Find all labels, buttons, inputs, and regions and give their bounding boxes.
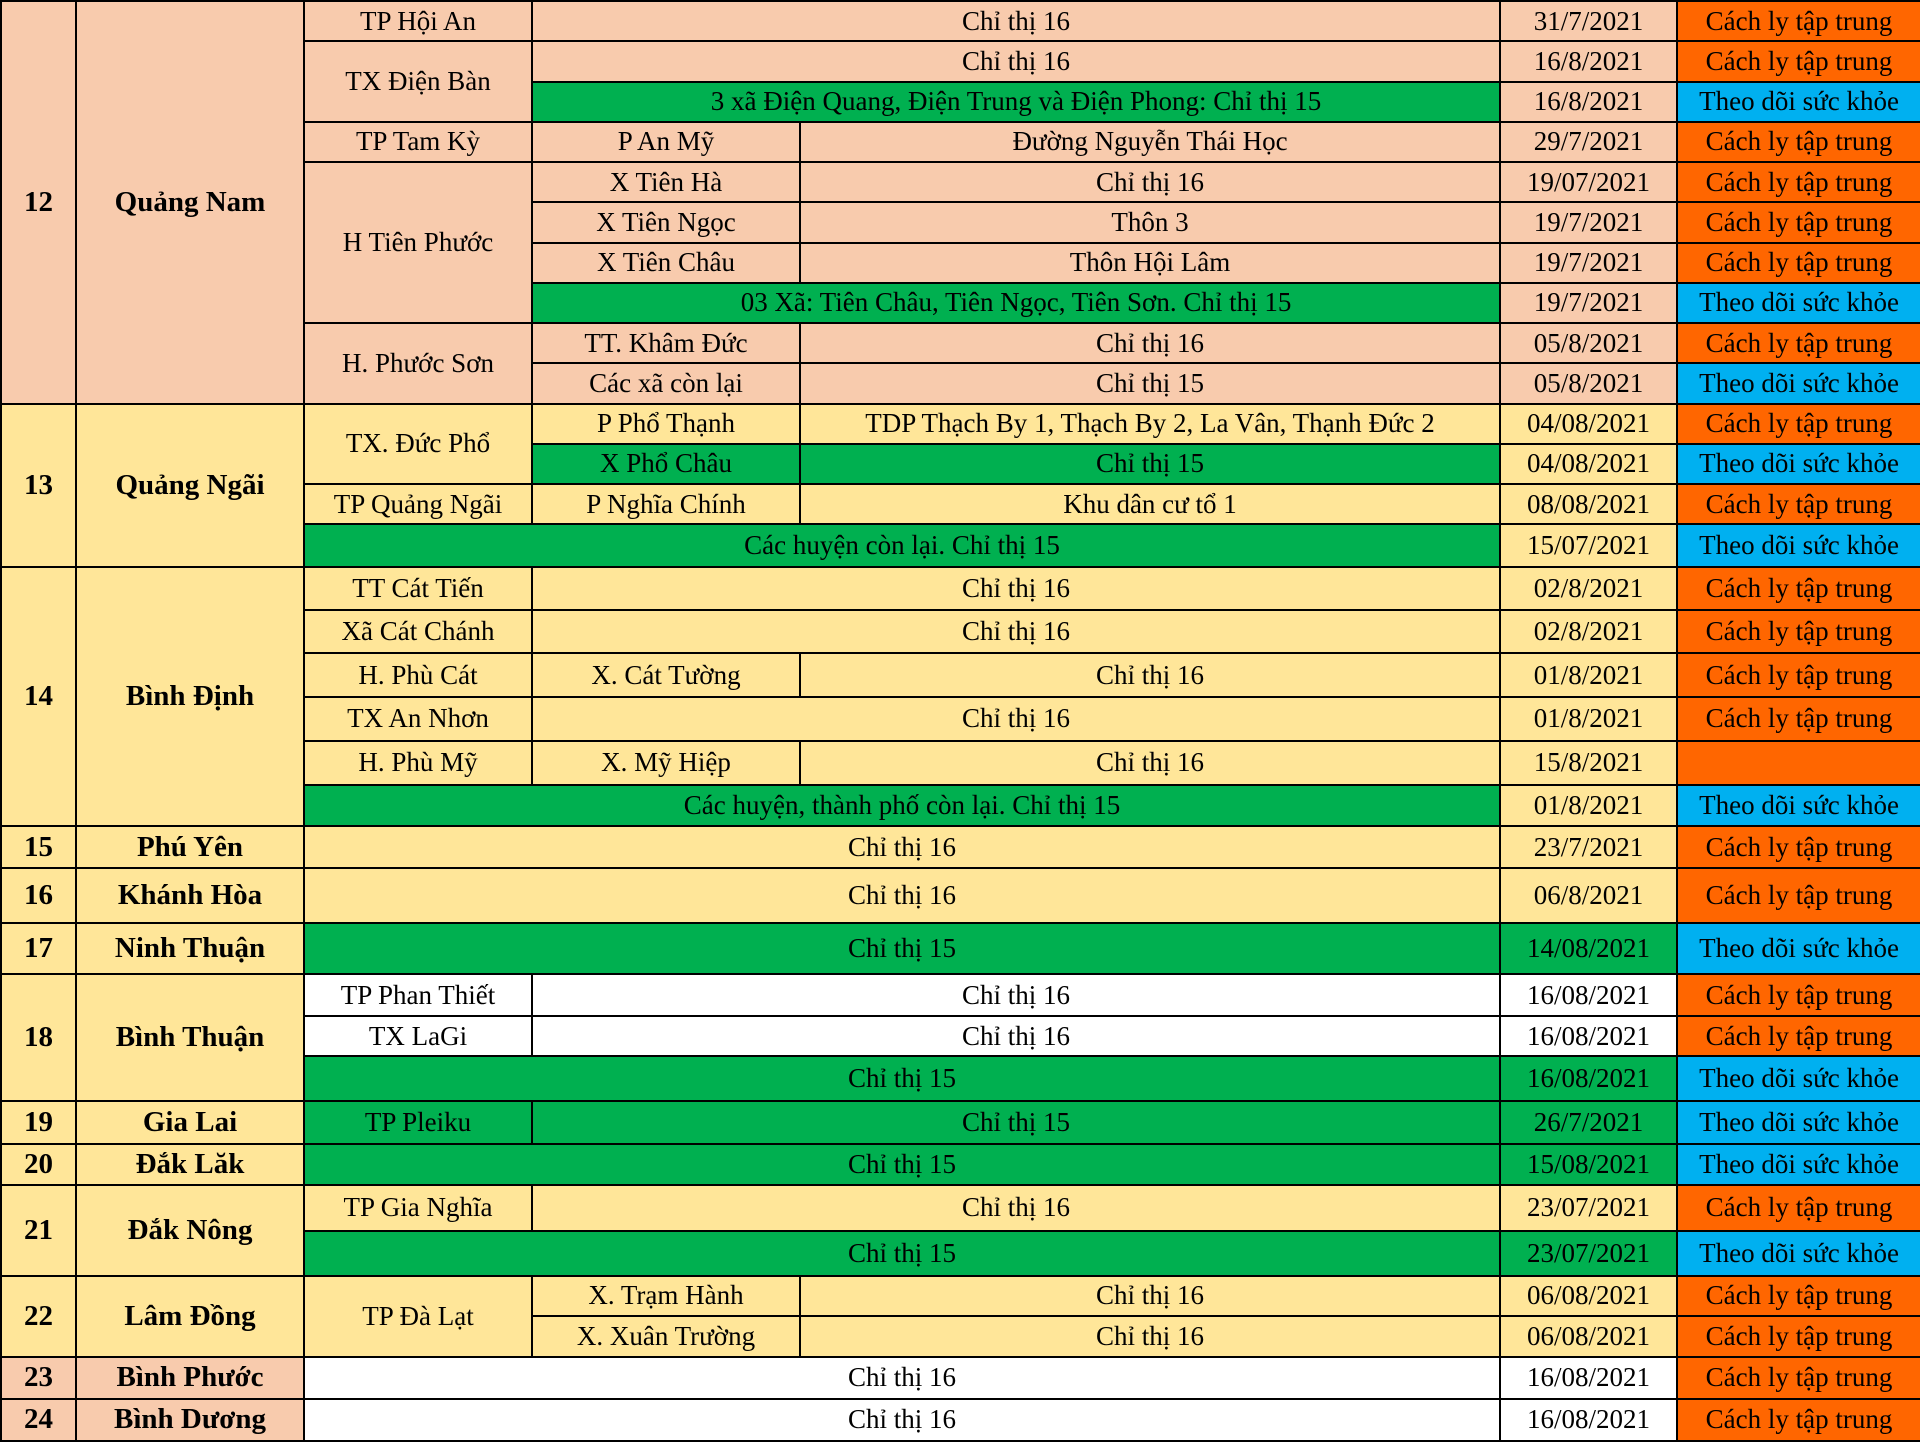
date-cell: 05/8/2021 — [1500, 363, 1677, 403]
table-cell: P Phổ Thạnh — [532, 404, 800, 444]
table-row — [1, 404, 1920, 444]
date-cell: 23/07/2021 — [1500, 1231, 1677, 1276]
table-cell: Chỉ thị 16 — [304, 1399, 1500, 1441]
table-cell: TDP Thạch By 1, Thạch By 2, La Vân, Thạnh Đức 2 — [800, 404, 1500, 444]
date-cell: 16/08/2021 — [1500, 1016, 1677, 1056]
table-cell: H. Phước Sơn — [304, 323, 532, 404]
table-cell: Xã Cát Chánh — [304, 610, 532, 653]
table-cell: TX An Nhơn — [304, 697, 532, 740]
measure-cell: Theo dõi sức khỏe — [1677, 82, 1920, 122]
table-cell: H. Phù Cát — [304, 653, 532, 697]
row-number-cell: 13 — [1, 404, 76, 567]
date-cell: 01/8/2021 — [1500, 653, 1677, 697]
date-cell: 16/8/2021 — [1500, 41, 1677, 81]
table-cell: Các xã còn lại — [532, 363, 800, 403]
measure-cell: Theo dõi sức khỏe — [1677, 1056, 1920, 1100]
date-cell: 02/8/2021 — [1500, 610, 1677, 653]
table-cell: Chỉ thị 15 — [800, 363, 1500, 403]
table-row — [1, 567, 1920, 610]
measure-cell: Theo dõi sức khỏe — [1677, 524, 1920, 566]
date-cell: 16/08/2021 — [1500, 1399, 1677, 1441]
row-number-cell: 12 — [1, 1, 76, 404]
table-cell: Các huyện, thành phố còn lại. Chỉ thị 15 — [304, 785, 1500, 826]
table-cell: X. Mỹ Hiệp — [532, 741, 800, 785]
table-cell: Đường Nguyễn Thái Học — [800, 122, 1500, 162]
date-cell: 15/07/2021 — [1500, 524, 1677, 566]
date-cell: 23/07/2021 — [1500, 1185, 1677, 1230]
province-cell: Gia Lai — [76, 1101, 304, 1144]
province-cell: Phú Yên — [76, 826, 304, 868]
province-cell: Quảng Ngãi — [76, 404, 304, 567]
measure-cell: Cách ly tập trung — [1677, 653, 1920, 697]
date-cell: 01/8/2021 — [1500, 697, 1677, 740]
table-cell: Chỉ thị 16 — [532, 41, 1500, 81]
measure-cell: Cách ly tập trung — [1677, 484, 1920, 524]
table-body — [1, 1, 1920, 1441]
table-cell: Thôn 3 — [800, 202, 1500, 242]
table-cell: Chỉ thị 16 — [532, 1185, 1500, 1230]
table-cell: Chỉ thị 16 — [800, 653, 1500, 697]
measure-cell: Cách ly tập trung — [1677, 567, 1920, 610]
table-cell: TP Pleiku — [304, 1101, 532, 1144]
table-cell: P Nghĩa Chính — [532, 484, 800, 524]
table-cell: Chỉ thị 16 — [532, 610, 1500, 653]
measure-cell: Cách ly tập trung — [1677, 162, 1920, 202]
date-cell: 16/8/2021 — [1500, 82, 1677, 122]
measure-cell — [1677, 741, 1920, 785]
table-row — [1, 923, 1920, 974]
date-cell: 08/08/2021 — [1500, 484, 1677, 524]
table-cell: X Tiên Ngọc — [532, 202, 800, 242]
table-cell: TP Tam Kỳ — [304, 122, 532, 162]
measure-cell: Theo dõi sức khỏe — [1677, 1101, 1920, 1144]
table-cell: H Tiên Phước — [304, 162, 532, 323]
table-row — [1, 868, 1920, 922]
date-cell: 23/7/2021 — [1500, 826, 1677, 868]
table-row — [1, 1185, 1920, 1230]
measure-cell: Cách ly tập trung — [1677, 1185, 1920, 1230]
measure-cell: Cách ly tập trung — [1677, 697, 1920, 740]
date-cell: 31/7/2021 — [1500, 1, 1677, 41]
table-cell: TX Điện Bàn — [304, 41, 532, 122]
table-cell: X Phổ Châu — [532, 444, 800, 484]
table-row — [1, 1144, 1920, 1185]
province-cell: Bình Định — [76, 567, 304, 827]
row-number-cell: 14 — [1, 567, 76, 827]
table-cell: Chỉ thị 16 — [532, 697, 1500, 740]
row-number-cell: 24 — [1, 1399, 76, 1441]
date-cell: 02/8/2021 — [1500, 567, 1677, 610]
row-number-cell: 23 — [1, 1357, 76, 1398]
date-cell: 15/8/2021 — [1500, 741, 1677, 785]
date-cell: 05/8/2021 — [1500, 323, 1677, 363]
table-row — [1, 1101, 1920, 1144]
measure-cell: Theo dõi sức khỏe — [1677, 283, 1920, 323]
row-number-cell: 19 — [1, 1101, 76, 1144]
date-cell: 19/7/2021 — [1500, 243, 1677, 283]
table-cell: TP Phan Thiết — [304, 974, 532, 1016]
table-cell: TX LaGi — [304, 1016, 532, 1056]
province-cell: Lâm Đồng — [76, 1276, 304, 1358]
table-cell: Chỉ thị 16 — [800, 162, 1500, 202]
measure-cell: Cách ly tập trung — [1677, 1, 1920, 41]
table-cell: TP Đà Lạt — [304, 1276, 532, 1358]
table-cell: TP Quảng Ngãi — [304, 484, 532, 524]
table-cell: Các huyện còn lại. Chỉ thị 15 — [304, 524, 1500, 566]
table-row — [1, 974, 1920, 1016]
measure-cell: Theo dõi sức khỏe — [1677, 785, 1920, 826]
date-cell: 14/08/2021 — [1500, 923, 1677, 974]
row-number-cell: 16 — [1, 868, 76, 922]
table-cell: Chỉ thị 16 — [800, 1316, 1500, 1357]
measure-cell: Cách ly tập trung — [1677, 404, 1920, 444]
row-number-cell: 18 — [1, 974, 76, 1101]
date-cell: 15/08/2021 — [1500, 1144, 1677, 1185]
table-row — [1, 1357, 1920, 1398]
table-cell: 03 Xã: Tiên Châu, Tiên Ngọc, Tiên Sơn. Chỉ thị 15 — [532, 283, 1500, 323]
measure-cell: Theo dõi sức khỏe — [1677, 1231, 1920, 1276]
measure-cell: Theo dõi sức khỏe — [1677, 363, 1920, 403]
province-cell: Khánh Hòa — [76, 868, 304, 922]
measure-cell: Cách ly tập trung — [1677, 1399, 1920, 1441]
table-cell: Chỉ thị 16 — [304, 826, 1500, 868]
table-cell: P An Mỹ — [532, 122, 800, 162]
table-row — [1, 1399, 1920, 1441]
measure-cell: Cách ly tập trung — [1677, 974, 1920, 1016]
table-cell: TP Gia Nghĩa — [304, 1185, 532, 1230]
row-number-cell: 21 — [1, 1185, 76, 1276]
table-cell: Khu dân cư tổ 1 — [800, 484, 1500, 524]
table-cell: Chỉ thị 15 — [304, 923, 1500, 974]
measure-cell: Theo dõi sức khỏe — [1677, 923, 1920, 974]
date-cell: 01/8/2021 — [1500, 785, 1677, 826]
measure-cell: Cách ly tập trung — [1677, 868, 1920, 922]
measure-cell: Theo dõi sức khỏe — [1677, 444, 1920, 484]
table-cell: TX. Đức Phổ — [304, 404, 532, 485]
date-cell: 16/08/2021 — [1500, 1357, 1677, 1398]
date-cell: 26/7/2021 — [1500, 1101, 1677, 1144]
row-number-cell: 20 — [1, 1144, 76, 1185]
measure-cell: Theo dõi sức khỏe — [1677, 1144, 1920, 1185]
table-cell: Chỉ thị 15 — [800, 444, 1500, 484]
table-cell: Chỉ thị 16 — [800, 741, 1500, 785]
row-number-cell: 22 — [1, 1276, 76, 1358]
table-cell: X. Cát Tường — [532, 653, 800, 697]
table-cell: Chỉ thị 16 — [304, 1357, 1500, 1398]
table-cell: Chỉ thị 15 — [304, 1231, 1500, 1276]
date-cell: 06/08/2021 — [1500, 1276, 1677, 1316]
table-cell: TT Cát Tiến — [304, 567, 532, 610]
date-cell: 04/08/2021 — [1500, 404, 1677, 444]
row-number-cell: 17 — [1, 923, 76, 974]
table-cell: X. Xuân Trường — [532, 1316, 800, 1357]
row-number-cell: 15 — [1, 826, 76, 868]
table-cell: Chỉ thị 15 — [304, 1056, 1500, 1100]
table-cell: Chỉ thị 16 — [532, 567, 1500, 610]
measure-cell: Cách ly tập trung — [1677, 1357, 1920, 1398]
measure-cell: Cách ly tập trung — [1677, 610, 1920, 653]
table-cell: X Tiên Châu — [532, 243, 800, 283]
measure-cell: Cách ly tập trung — [1677, 323, 1920, 363]
table-cell: Chỉ thị 16 — [532, 1, 1500, 41]
table-cell: Chỉ thị 16 — [304, 868, 1500, 922]
measure-cell: Cách ly tập trung — [1677, 243, 1920, 283]
province-cell: Bình Phước — [76, 1357, 304, 1398]
date-cell: 16/08/2021 — [1500, 974, 1677, 1016]
measure-cell: Cách ly tập trung — [1677, 1316, 1920, 1357]
province-cell: Đắk Nông — [76, 1185, 304, 1276]
province-cell: Bình Thuận — [76, 974, 304, 1101]
table-cell: H. Phù Mỹ — [304, 741, 532, 785]
measure-cell: Cách ly tập trung — [1677, 122, 1920, 162]
table-row — [1, 1, 1920, 41]
date-cell: 06/8/2021 — [1500, 868, 1677, 922]
table-cell: X Tiên Hà — [532, 162, 800, 202]
province-cell: Đắk Lăk — [76, 1144, 304, 1185]
date-cell: 04/08/2021 — [1500, 444, 1677, 484]
table-cell: Chỉ thị 15 — [304, 1144, 1500, 1185]
table-cell: TP Hội An — [304, 1, 532, 41]
measure-cell: Cách ly tập trung — [1677, 202, 1920, 242]
measure-cell: Cách ly tập trung — [1677, 1016, 1920, 1056]
province-cell: Ninh Thuận — [76, 923, 304, 974]
province-cell: Quảng Nam — [76, 1, 304, 404]
table-cell: Chỉ thị 16 — [800, 1276, 1500, 1316]
date-cell: 19/07/2021 — [1500, 162, 1677, 202]
table-cell: Thôn Hội Lâm — [800, 243, 1500, 283]
date-cell: 29/7/2021 — [1500, 122, 1677, 162]
date-cell: 16/08/2021 — [1500, 1056, 1677, 1100]
table-row — [1, 1276, 1920, 1316]
measure-cell: Cách ly tập trung — [1677, 41, 1920, 81]
table-cell: Chỉ thị 16 — [532, 974, 1500, 1016]
measure-cell: Cách ly tập trung — [1677, 826, 1920, 868]
table-cell: 3 xã Điện Quang, Điện Trung và Điện Phong: Chỉ thị 15 — [532, 82, 1500, 122]
table-cell: TT. Khâm Đức — [532, 323, 800, 363]
province-cell: Bình Dương — [76, 1399, 304, 1441]
table-cell: X. Trạm Hành — [532, 1276, 800, 1316]
table-cell: Chỉ thị 15 — [532, 1101, 1500, 1144]
table-row — [1, 826, 1920, 868]
date-cell: 19/7/2021 — [1500, 202, 1677, 242]
date-cell: 06/08/2021 — [1500, 1316, 1677, 1357]
table-cell: Chỉ thị 16 — [532, 1016, 1500, 1056]
table-cell: Chỉ thị 16 — [800, 323, 1500, 363]
measure-cell: Cách ly tập trung — [1677, 1276, 1920, 1316]
date-cell: 19/7/2021 — [1500, 283, 1677, 323]
